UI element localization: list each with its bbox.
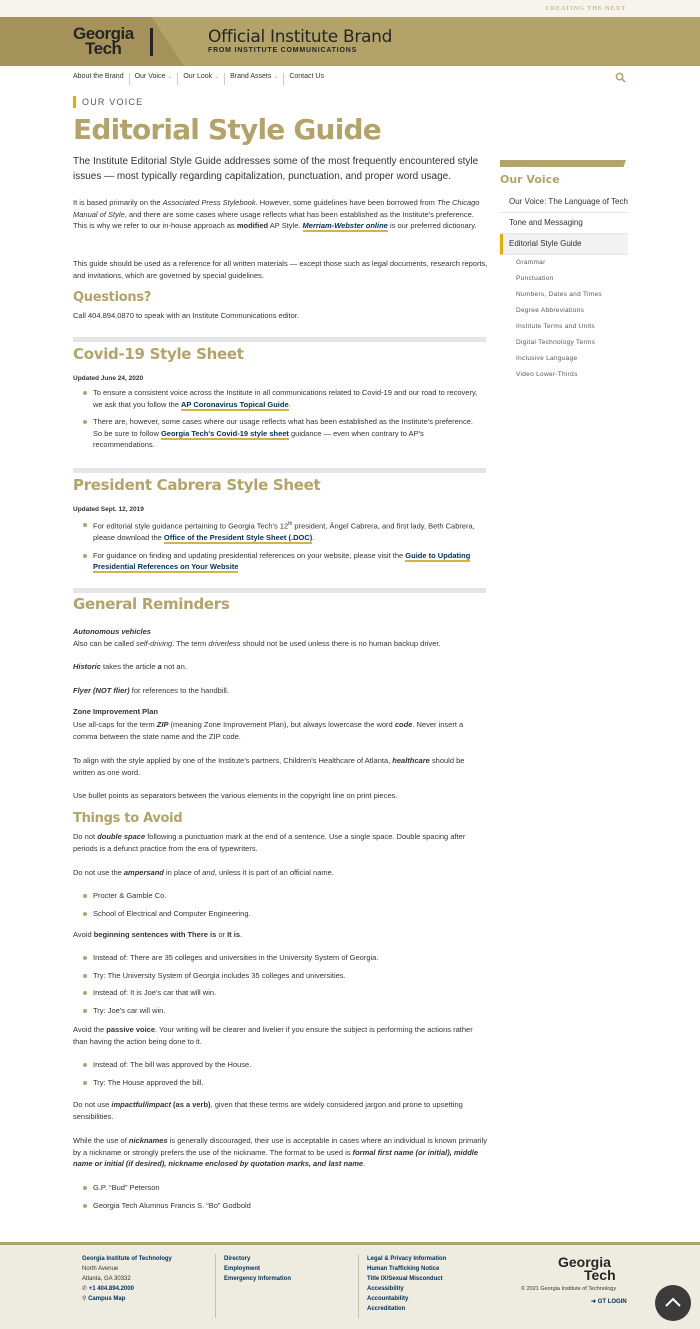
there-is-list	[83, 952, 483, 1022]
footer-logo-line2: Tech	[584, 1266, 616, 1283]
footer-divider	[215, 1254, 216, 1318]
sidebar-subitem-institute-terms[interactable]: Institute Terms and Units	[516, 323, 595, 330]
footer-link-accessibility[interactable]: Accessibility	[367, 1286, 404, 1292]
section-divider	[73, 588, 486, 593]
logo-text-line2: Tech	[85, 39, 122, 59]
sidebar-subitem-video-lower-thirds[interactable]: Video Lower-Thirds	[516, 371, 578, 378]
list-item: Instead of: There are 35 colleges and universities in the University System of Georgia.	[83, 952, 483, 964]
footer-link-trafficking[interactable]: Human Trafficking Notice	[367, 1266, 440, 1272]
footer-contact	[82, 1254, 172, 1304]
footer-address-line1: North Avenue	[82, 1266, 119, 1272]
sidebar-title[interactable]: Our Voice	[500, 173, 560, 186]
things-to-avoid-heading: Things to Avoid	[73, 811, 183, 826]
zip-heading: Zone Improvement Plan	[73, 707, 159, 716]
footer-phone[interactable]: ✆ +1 404.894.2000	[82, 1286, 134, 1292]
footer-campus-map[interactable]: ⚲ Campus Map	[82, 1296, 126, 1302]
footer-links-col3	[367, 1254, 446, 1314]
top-utility-bar	[0, 0, 700, 17]
sidebar-item-editorial-style-guide[interactable]: Editorial Style Guide	[500, 234, 628, 255]
section-divider	[73, 337, 486, 342]
nav-brand-assets[interactable]: Brand Assets ⌄	[225, 73, 284, 85]
passive-voice-list	[83, 1059, 483, 1094]
footer-link-title-ix[interactable]: Title IX/Sexual Misconduct	[367, 1276, 443, 1282]
section-divider	[73, 468, 486, 473]
footer-address-line2: Atlanta, GA 30332	[82, 1276, 131, 1282]
sidebar-item-language-of-tech[interactable]: Our Voice: The Language of Tech	[500, 192, 628, 213]
sidebar-subitem-numbers[interactable]: Numbers, Dates and Times	[516, 291, 602, 298]
search-icon[interactable]	[615, 72, 626, 83]
chevron-down-icon: ⌄	[214, 74, 220, 80]
questions-text: Call 404.894.0870 to speak with an Institute Communications editor.	[73, 311, 299, 320]
ampersand-list	[83, 890, 483, 925]
page-title: Editorial Style Guide	[73, 113, 381, 146]
sidebar-subitem-degree-abbreviations[interactable]: Degree Abbreviations	[516, 307, 585, 314]
cabrera-heading: President Cabrera Style Sheet	[73, 476, 321, 494]
tower-icon	[150, 28, 153, 56]
logo-text-line1: Georgia	[73, 24, 134, 43]
covid-heading: Covid-19 Style Sheet	[73, 345, 244, 363]
merriam-webster-link[interactable]: Merriam-Webster online	[302, 221, 388, 230]
zip-text: Use all-caps for the term ZIP (meaning Zone Improvement Plan), but always lowercase the word code. Never insert a comma between the state name and the ZIP code.	[73, 720, 464, 741]
covid-list	[83, 387, 483, 457]
footer-logo-line1: Georgia	[558, 1254, 611, 1270]
site-footer	[0, 1242, 700, 1329]
reminders-heading: General Reminders	[73, 595, 230, 613]
there-is-text: Avoid beginning sentences with There is or It is.	[73, 930, 243, 939]
questions-heading: Questions?	[73, 290, 151, 305]
autonomous-vehicles-text: Also can be called self-driving. The term driverless should not be used unless there is no human backup driver.	[73, 639, 441, 648]
brand-bar	[0, 17, 700, 66]
cabrera-list	[83, 519, 483, 579]
sidebar-subitem-inclusive-language[interactable]: Inclusive Language	[516, 355, 578, 362]
president-style-sheet-link[interactable]: Office of the President Style Sheet (.DOC)	[163, 533, 313, 542]
copyright: © 2021 Georgia Institute of Technology	[521, 1286, 617, 1292]
chevron-up-icon	[655, 1285, 691, 1321]
nav-our-voice[interactable]: Our Voice ⌄	[130, 73, 179, 85]
nicknames-text: While the use of nicknames is generally discouraged, their use is acceptable in cases where an individual is known primarily by a nickname or strongly prefers the use of the nickname. The format to be used is formal first name (or initial), middle name or initial (if desired), nickname enclosed by quotation marks, and last name.	[73, 1136, 487, 1168]
covid-style-sheet-link[interactable]: Georgia Tech's Covid-19 style sheet	[160, 428, 289, 438]
covid-updated: Updated June 24, 2020	[73, 375, 144, 382]
section-eyebrow: OUR VOICE	[73, 96, 143, 108]
site-title[interactable]: Official Institute Brand	[208, 27, 393, 47]
gt-login-link[interactable]: ➜ GT LOGIN	[591, 1299, 627, 1305]
chevron-down-icon: ⌄	[273, 74, 279, 80]
flyer-text: Flyer (NOT flier) for references to the handbill.	[73, 686, 229, 695]
nav-about-the-brand[interactable]: About the Brand	[73, 73, 130, 85]
main-nav	[73, 73, 329, 85]
intro-paragraph-1: It is based primarily on the Associated Press Stylebook. However, some guidelines have been borrowed from The Chicago Manual of Style, and there are some cases where usage reflects what has been established as the Institute's preference. This is why we refer to our in-house approach as modified AP Style. Merriam-Webster online is our preferred dictionary.	[73, 198, 480, 230]
footer-link-directory[interactable]: Directory	[224, 1256, 251, 1262]
autonomous-vehicles-heading: Autonomous vehicles	[73, 627, 151, 636]
nicknames-list	[83, 1182, 483, 1217]
site-subtitle: FROM INSTITUTE COMMUNICATIONS	[208, 47, 358, 54]
footer-link-emergency[interactable]: Emergency Information	[224, 1276, 292, 1282]
phone-icon: ✆	[82, 1286, 88, 1292]
list-item: Procter & Gamble Co.	[83, 890, 483, 902]
list-item: G.P. “Bud” Peterson	[83, 1182, 483, 1194]
list-item: To ensure a consistent voice across the Institute in all communications related to Covid-19 and our road to recovery, we ask that you follow the AP Coronavirus Topical Guide.	[83, 387, 483, 410]
footer-link-employment[interactable]: Employment	[224, 1266, 261, 1272]
footer-link-accreditation[interactable]: Accreditation	[367, 1306, 406, 1312]
sidebar-item-tone-and-messaging[interactable]: Tone and Messaging	[500, 213, 628, 234]
intro-paragraph-2: This guide should be used as a reference for all written materials — except those such as legal documents, research reports, and invitations, which are governed by special guidelines.	[73, 259, 488, 280]
bullet-points-text: Use bullet points as separators between the various elements in the copyright line on print pieces.	[73, 791, 398, 800]
list-item: School of Electrical and Computer Engineering.	[83, 908, 483, 920]
sidebar-subitem-grammar[interactable]: Grammar	[516, 259, 546, 266]
gt-logo[interactable]	[73, 26, 134, 57]
list-item: Instead of: It is Joe's car that will win.	[83, 987, 483, 999]
footer-links-col2	[224, 1254, 291, 1284]
sidebar-subitem-punctuation[interactable]: Punctuation	[516, 275, 554, 282]
nav-contact-us[interactable]: Contact Us	[289, 73, 324, 80]
list-item: Try: The House approved the bill.	[83, 1077, 483, 1089]
ap-coronavirus-guide-link[interactable]: AP Coronavirus Topical Guide	[180, 399, 289, 409]
impactful-text: Do not use impactful/impact (as a verb), given that these terms are widely considered jargon and prone to upsetting sensibilities.	[73, 1100, 463, 1121]
sidebar-band	[500, 160, 626, 167]
footer-stripe	[0, 1242, 700, 1245]
list-item: Instead of: The bill was approved by the House.	[83, 1059, 483, 1071]
login-icon: ➜	[591, 1299, 597, 1305]
footer-org-name: Georgia Institute of Technology	[82, 1256, 172, 1262]
chevron-down-icon: ⌄	[167, 74, 173, 80]
back-to-top-button[interactable]	[655, 1285, 691, 1321]
list-item: Try: Joe's car will win.	[83, 1005, 483, 1017]
list-item: For editorial style guidance pertaining to Georgia Tech's 12th president, Ángel Cabrera, and first lady, Beth Cabrera, please download the Office of the President Style Sheet (.DOC).	[83, 519, 483, 544]
list-item: For guidance on finding and updating presidential references on your website, please visit the Guide to Updating Presidential References on Your Website	[83, 550, 483, 573]
cabrera-updated: Updated Sept. 12, 2019	[73, 506, 144, 513]
map-pin-icon: ⚲	[82, 1296, 87, 1302]
list-item: Georgia Tech Alumnus Francis S. “Bo” Godbold	[83, 1200, 483, 1212]
double-space-text: Do not double space following a punctuation mark at the end of a sentence. Use a single space. Double spacing after periods is a defunct practice from the era of typewriters.	[73, 832, 466, 853]
footer-link-accountability[interactable]: Accountability	[367, 1296, 409, 1302]
sidebar-subitem-digital-terms[interactable]: Digital Technology Terms	[516, 339, 596, 346]
list-item: Try: The University System of Georgia includes 35 colleges and universities.	[83, 970, 483, 982]
footer-link-legal[interactable]: Legal & Privacy Information	[367, 1256, 447, 1262]
lead-paragraph: The Institute Editorial Style Guide addresses some of the most frequently encountered style issues — most typically regarding capitalization, punctuation, and proper word usage.	[73, 156, 479, 182]
tagline: CREATING THE NEXT	[545, 5, 626, 12]
historic-text: Historic takes the article a not an.	[73, 662, 187, 671]
presidential-references-guide-link[interactable]: Guide to Updating Presidential References on Your Website	[93, 550, 471, 571]
sidebar-nav	[500, 192, 628, 383]
list-item: There are, however, some cases where our usage reflects what has been established as the Institute's preference. So be sure to follow Georgia Tech's Covid-19 style sheet guidance — even when contrary to AP's recommendations.	[83, 416, 483, 451]
ampersand-text: Do not use the ampersand in place of and, unless it is part of an official name.	[73, 868, 334, 877]
footer-gt-logo[interactable]	[558, 1256, 616, 1281]
healthcare-text: To align with the style applied by one of the Institute's partners, Children's Healthcare of Atlanta, healthcare should be written as one word.	[73, 756, 465, 777]
passive-voice-text: Avoid the passive voice. Your writing will be clearer and livelier if you ensure the subject is performing the actions rather than having the action being done to it.	[73, 1025, 473, 1046]
nav-our-look[interactable]: Our Look ⌄	[178, 73, 225, 85]
footer-divider	[358, 1254, 359, 1318]
